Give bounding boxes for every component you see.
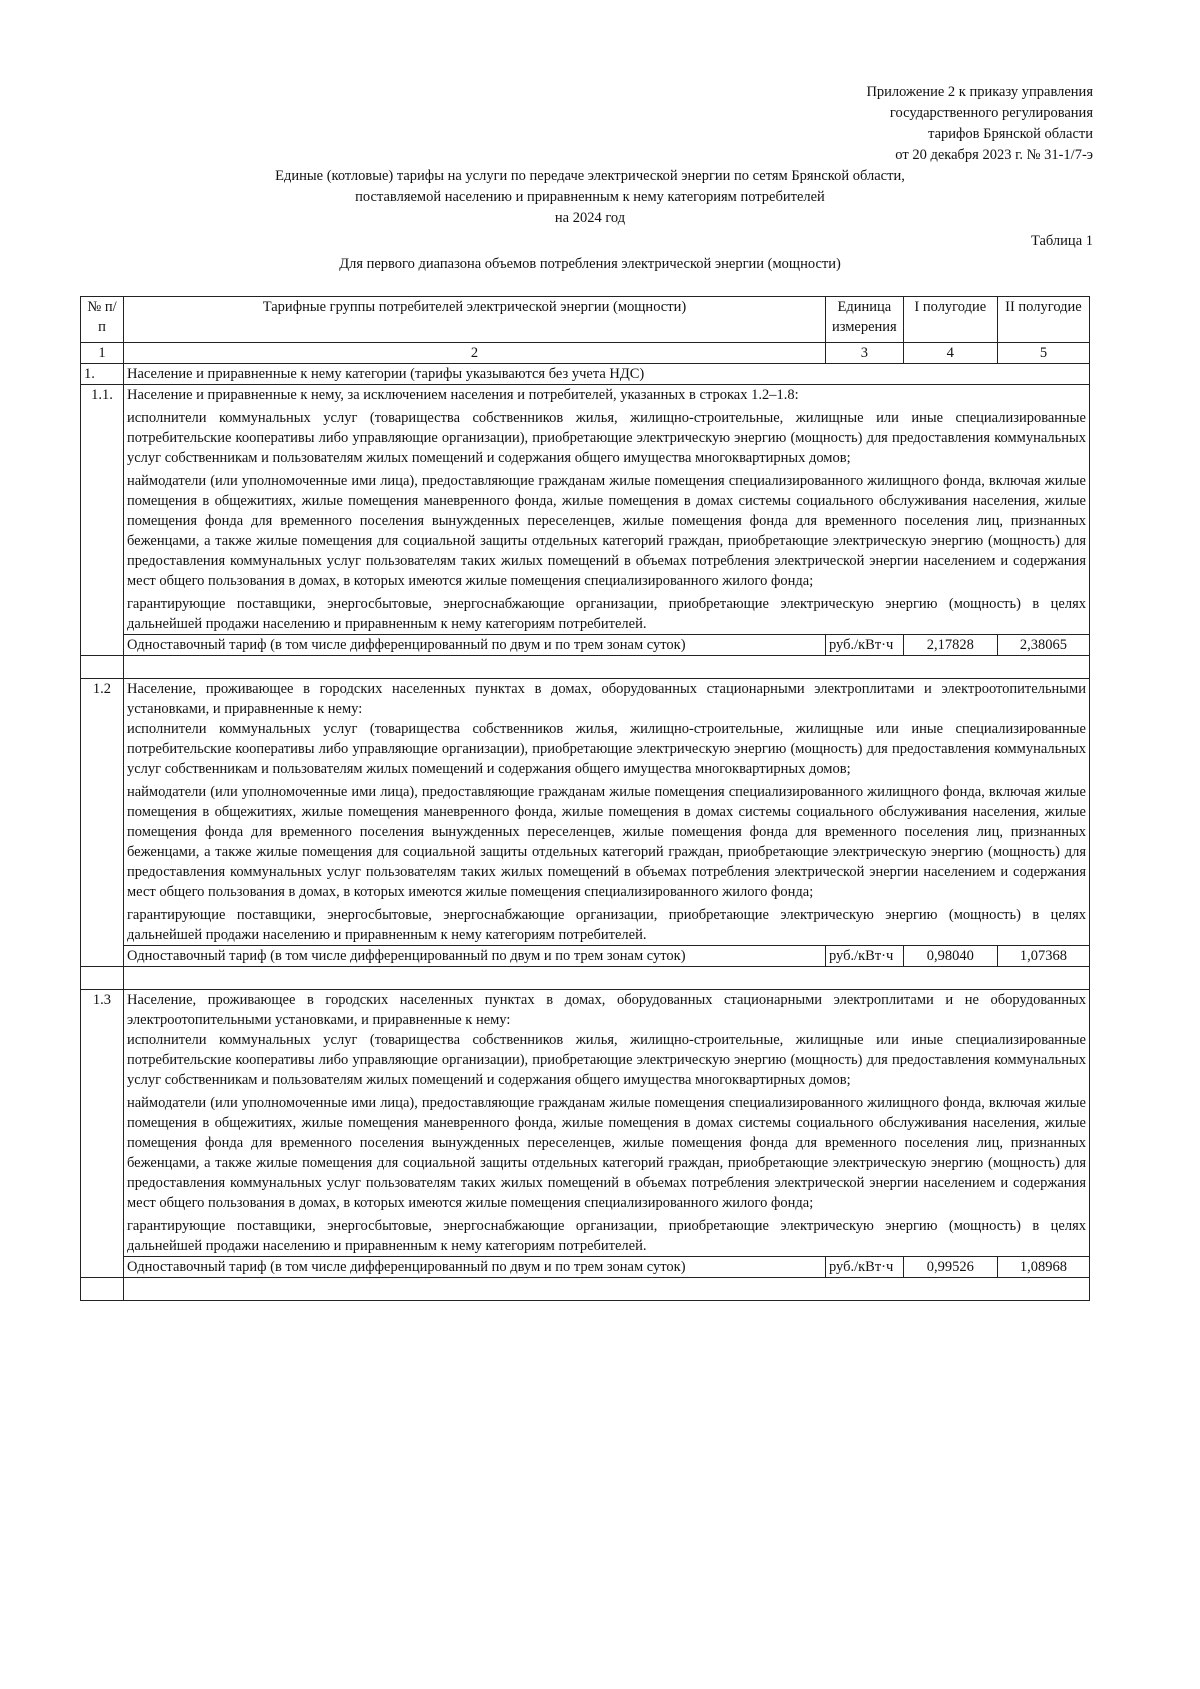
row-intro: Население и приравненные к нему, за исключением населения и потребителей, указанных в строках 1.2–1.8: — [126, 387, 799, 403]
row-paragraph: исполнители коммунальных услуг (товарищества собственников жилья, жилищно-строительные, жилищные или иные специализированные потребительские кооперативы либо управляющие организации), приобретающие электрическую энергию (мощность) для предоставления коммунальных услуг собственникам и пользователям жилых помещений и содержания общего имущества многоквартирных домов; — [126, 1032, 1086, 1088]
tariff-h1-value: 0,98040 — [903, 946, 997, 967]
row-gap-cell — [81, 656, 124, 679]
section-title: Население и приравненные к нему категории (тарифы указываются без учета НДС) — [123, 364, 1089, 385]
row-number: 1.1. — [81, 385, 124, 656]
row-gap-cell — [81, 967, 124, 990]
row-intro: Население, проживающее в городских населенных пунктах в домах, оборудованных стационарными электроплитами и не оборудованных электроотопительными установками, и приравненные к нему: — [126, 992, 1086, 1028]
row-gap — [81, 967, 1090, 990]
header-line: Приложение 2 к приказу управления — [866, 84, 1093, 100]
header-line: государственного регулирования — [889, 105, 1093, 121]
table-row — [81, 679, 1090, 946]
tariff-unit: руб./кВт·ч — [825, 1257, 903, 1278]
section-row — [81, 364, 1090, 385]
table-row — [81, 385, 1090, 635]
row-paragraph: гарантирующие поставщики, энергосбытовые, энергоснабжающие организации, приобретающие электрическую энергию (мощность) в целях дальнейшей продажи населению и приравненным к нему категориям потребителей. — [126, 907, 1086, 943]
row-gap — [81, 656, 1090, 679]
tariff-label: Одноставочный тариф (в том числе дифференцированный по двум и по трем зонам суток) — [123, 635, 825, 656]
header-line: от 20 декабря 2023 г. № 31-1/7-э — [895, 147, 1093, 163]
col-header-num: № п/п — [81, 297, 124, 343]
table-header-row — [81, 297, 1090, 343]
document-title — [140, 166, 1040, 229]
title-line: на 2024 год — [554, 210, 626, 226]
row-paragraph: гарантирующие поставщики, энергосбытовые, энергоснабжающие организации, приобретающие электрическую энергию (мощность) в целях дальнейшей продажи населению и приравненным к нему категориям потребителей. — [126, 596, 1086, 632]
tariff-h2-value: 2,38065 — [997, 635, 1089, 656]
row-number: 1.3 — [81, 990, 124, 1278]
col-number: 2 — [123, 343, 825, 364]
row-number: 1.2 — [81, 679, 124, 967]
col-header-h1: I полугодие — [903, 297, 997, 343]
row-paragraph: наймодатели (или уполномоченные ими лица), предоставляющие гражданам жилые помещения специализированного жилищного фонда, включая жилые помещения в общежитиях, жилые помещения маневренного фонда, жилые помещения в домах системы социального обслуживания населения, жилые помещения фонда для временного поселения вынужденных переселенцев, жилые помещения фонда для временного поселения лиц, признанных беженцами, а также жилые помещения для социальной защиты отдельных категорий граждан, приобретающие электрическую энергию (мощность) для предоставления коммунальных услуг пользователям таких жилых помещений в объемах потребления электрической энергии населением и содержания мест общего пользования в домах, в которых имеются жилые помещения специализированного жилого фонда; — [126, 1095, 1086, 1211]
row-description — [123, 679, 1089, 946]
col-number: 4 — [903, 343, 997, 364]
row-paragraph: гарантирующие поставщики, энергосбытовые, энергоснабжающие организации, приобретающие электрическую энергию (мощность) в целях дальнейшей продажи населению и приравненным к нему категориям потребителей. — [126, 1218, 1086, 1254]
tariff-table — [80, 296, 1090, 1301]
row-description — [123, 990, 1089, 1257]
tariff-label: Одноставочный тариф (в том числе дифференцированный по двум и по трем зонам суток) — [123, 1257, 825, 1278]
row-gap-cell — [123, 656, 1089, 679]
title-line: Единые (котловые) тарифы на услуги по передаче электрической энергии по сетям Брянской области, — [275, 168, 905, 184]
row-intro: Население, проживающее в городских населенных пунктах в домах, оборудованных стационарными электроплитами и электроотопительными установками, и приравненные к нему: — [126, 681, 1086, 717]
row-description — [123, 385, 1089, 635]
table-subtitle: Для первого диапазона объемов потребления электрической энергии (мощности) — [339, 256, 841, 272]
tariff-label: Одноставочный тариф (в том числе дифференцированный по двум и по трем зонам суток) — [123, 946, 825, 967]
tariff-unit: руб./кВт·ч — [825, 635, 903, 656]
tariff-row — [81, 946, 1090, 967]
tariff-row — [81, 1257, 1090, 1278]
tariff-h2-value: 1,08968 — [997, 1257, 1089, 1278]
document-header — [763, 82, 1093, 166]
col-header-unit: Единица измерения — [825, 297, 903, 343]
row-gap-cell — [123, 1278, 1089, 1301]
row-paragraph: исполнители коммунальных услуг (товарищества собственников жилья, жилищно-строительные, жилищные или иные специализированные потребительские кооперативы либо управляющие организации), приобретающие электрическую энергию (мощность) для предоставления коммунальных услуг собственникам и пользователям жилых помещений и содержания общего имущества многоквартирных домов; — [126, 721, 1086, 777]
row-gap-cell — [123, 967, 1089, 990]
row-gap — [81, 1278, 1090, 1301]
col-number: 3 — [825, 343, 903, 364]
tariff-h2-value: 1,07368 — [997, 946, 1089, 967]
tariff-h1-value: 2,17828 — [903, 635, 997, 656]
tariff-unit: руб./кВт·ч — [825, 946, 903, 967]
tariff-h1-value: 0,99526 — [903, 1257, 997, 1278]
table-label: Таблица 1 — [1030, 233, 1093, 249]
col-number: 5 — [997, 343, 1089, 364]
title-line: поставляемой населению и приравненным к нему категориям потребителей — [355, 189, 825, 205]
column-number-row — [81, 343, 1090, 364]
row-paragraph: наймодатели (или уполномоченные ими лица), предоставляющие гражданам жилые помещения специализированного жилищного фонда, включая жилые помещения в общежитиях, жилые помещения маневренного фонда, жилые помещения в домах системы социального обслуживания населения, жилые помещения фонда для временного поселения вынужденных переселенцев, жилые помещения фонда для временного поселения лиц, признанных беженцами, а также жилые помещения для социальной защиты отдельных категорий граждан, приобретающие электрическую энергию (мощность) для предоставления коммунальных услуг пользователям таких жилых помещений в объемах потребления электрической энергии населением и содержания мест общего пользования в домах, в которых имеются жилые помещения специализированного жилого фонда; — [126, 784, 1086, 900]
table-row — [81, 990, 1090, 1257]
header-line: тарифов Брянской области — [928, 126, 1093, 142]
row-gap-cell — [81, 1278, 124, 1301]
col-header-group: Тарифные группы потребителей электрической энергии (мощности) — [123, 297, 825, 343]
row-number: 1. — [81, 364, 124, 385]
col-number: 1 — [81, 343, 124, 364]
row-paragraph: наймодатели (или уполномоченные ими лица), предоставляющие гражданам жилые помещения специализированного жилищного фонда, включая жилые помещения в общежитиях, жилые помещения маневренного фонда, жилые помещения в домах системы социального обслуживания населения, жилые помещения фонда для временного поселения вынужденных переселенцев, жилые помещения фонда для временного поселения лиц, признанных беженцами, а также жилые помещения для социальной защиты отдельных категорий граждан, приобретающие электрическую энергию (мощность) для предоставления коммунальных услуг пользователям таких жилых помещений в объемах потребления электрической энергии населением и содержания мест общего пользования в домах, в которых имеются жилые помещения специализированного жилого фонда; — [126, 473, 1086, 589]
col-header-h2: II полугодие — [997, 297, 1089, 343]
tariff-row — [81, 635, 1090, 656]
row-paragraph: исполнители коммунальных услуг (товарищества собственников жилья, жилищно-строительные, жилищные или иные специализированные потребительские кооперативы либо управляющие организации), приобретающие электрическую энергию (мощность) для предоставления коммунальных услуг собственникам и пользователям жилых помещений и содержания общего имущества многоквартирных домов; — [126, 410, 1086, 466]
